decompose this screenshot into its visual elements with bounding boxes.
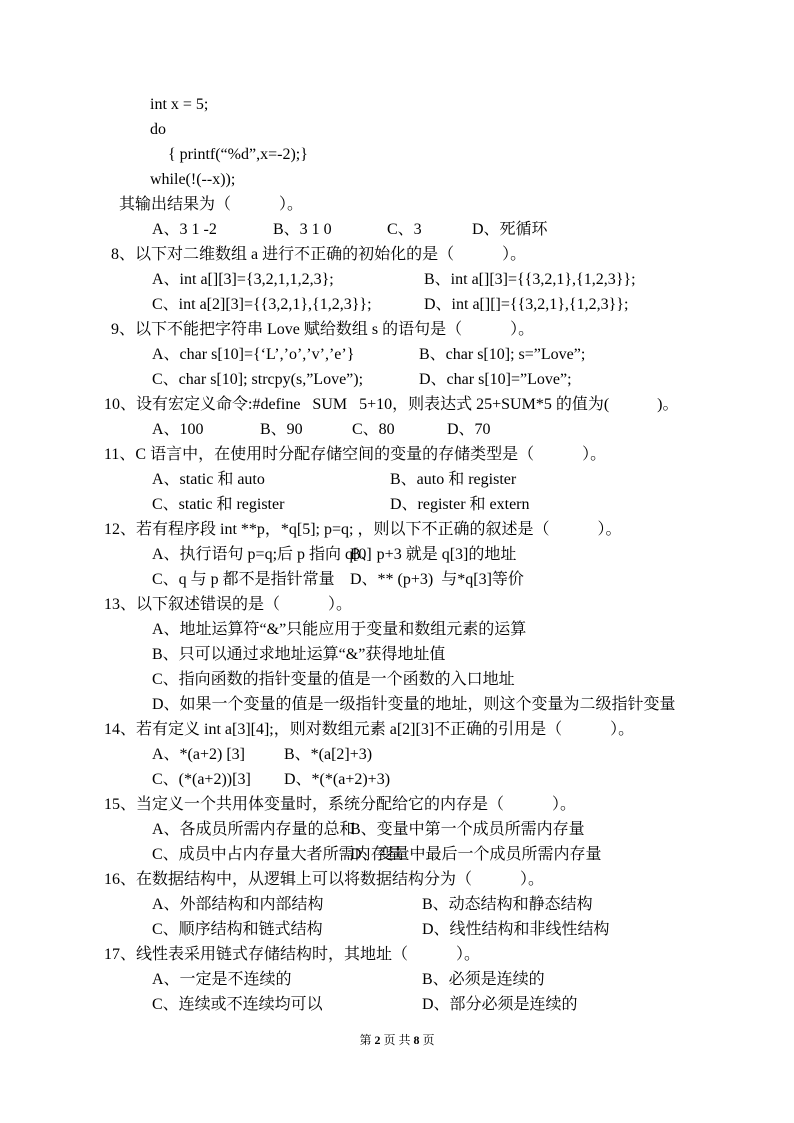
option-15b: B、变量中第一个成员所需内存量 [350,821,585,838]
options-row-12-1 [0,542,794,567]
code-line: { printf(“%d”,x=-2);} [168,146,308,163]
question-stem-9: 9、以下不能把字符串 Love 赋给数组 s 的语句是（ ）。 [111,321,535,338]
option-9a: A、char s[10]={‘L’,’o’,’v’,’e’} [152,346,355,363]
options-row-12-2 [0,567,794,592]
code-line: while(!(--x)); [150,171,236,188]
option-13b: B、只可以通过求地址运算“&”获得地址值 [152,646,446,663]
question-stem-17: 17、线性表采用链式存储结构时，其地址（ ）。 [104,946,481,963]
code-line: do [150,121,166,138]
option-14a: A、*(a+2) [3] [152,746,245,763]
option-10a: A、100 [152,421,204,438]
option-10c: C、80 [352,421,395,438]
option-11c: C、static 和 register [152,496,285,513]
option-15d: D、变量中最后一个成员所需内存量 [350,846,602,863]
option-8d: D、int a[][]={{3,2,1},{1,2,3}}; [424,296,629,313]
exam-content [0,92,794,1017]
options-row-16-1 [0,892,794,917]
options-row-16-2 [0,917,794,942]
options-row-15-1 [0,817,794,842]
question-stem-15: 15、当定义一个共用体变量时，系统分配给它的内存是（ ）。 [104,796,577,813]
options-row-11-2 [0,492,794,517]
option-14d: D、*(*(a+2)+3) [284,771,391,788]
footer-text: 第 [359,1033,375,1047]
options-row-15-2 [0,842,794,867]
option-12d: D、** (p+3) 与*q[3]等价 [350,571,524,588]
option-8b: B、int a[][3]={{3,2,1},{1,2,3}}; [424,271,636,288]
option-9b: B、char s[10]; s=”Love”; [419,346,586,363]
options-row-7 [0,217,794,242]
option-16a: A、外部结构和内部结构 [152,896,324,913]
option-13d: D、如果一个变量的值是一级指针变量的地址，则这个变量为二级指针变量 [152,696,676,713]
question-stem-16: 16、在数据结构中，从逻辑上可以将数据结构分为（ ）。 [104,871,545,888]
option-13c: C、指向函数的指针变量的值是一个函数的入口地址 [152,671,515,688]
option-15a: A、各成员所需内存量的总和 [152,821,356,838]
options-row-17-2 [0,992,794,1017]
options-row-9-2 [0,367,794,392]
option-12a: A、执行语句 p=q;后 p 指向 q[0] [152,546,372,563]
option-9c: C、char s[10]; strcpy(s,”Love”); [152,371,364,388]
question-stem-14: 14、若有定义 int a[3][4];，则对数组元素 a[2][3]不正确的引用是（ ）。 [104,721,635,738]
option-17a: A、一定是不连续的 [152,971,292,988]
code-line: int x = 5; [150,96,209,113]
option-11b: B、auto 和 register [390,471,517,488]
question-stem-8: 8、以下对二维数组 a 进行不正确的初始化的是（ ）。 [111,246,527,263]
options-row-11-1 [0,467,794,492]
options-row-14-2 [0,767,794,792]
footer-text: 页 共 [380,1033,414,1047]
footer-text: 页 [419,1033,435,1047]
option-7c: C、3 [387,221,422,238]
option-17c: C、连续或不连续均可以 [152,996,323,1013]
option-16b: B、动态结构和静态结构 [422,896,593,913]
options-row-10 [0,417,794,442]
question-stem-10: 10、设有宏定义命令:#define SUM 5+10，则表达式 25+SUM*5 的值为( )。 [104,396,679,413]
option-7d: D、死循环 [472,221,548,238]
option-16c: C、顺序结构和链式结构 [152,921,323,938]
option-8a: A、int a[][3]={3,2,1,1,2,3}; [152,271,334,288]
options-row-14-1 [0,742,794,767]
option-13a: A、地址运算符“&”只能应用于变量和数组元素的运算 [152,621,527,638]
option-15c: C、成员中占内存量大者所需内存量 [152,846,403,863]
option-7a: A、3 1 -2 [152,221,217,238]
option-7b: B、3 1 0 [273,221,332,238]
options-row-17-1 [0,967,794,992]
option-8c: C、int a[2][3]={{3,2,1},{1,2,3}}; [152,296,372,313]
question-stem-13: 13、以下叙述错误的是（ ）。 [104,596,353,613]
option-12c: C、q 与 p 都不是指针常量 [152,571,335,588]
option-9d: D、char s[10]=”Love”; [419,371,572,388]
option-17b: B、必须是连续的 [422,971,545,988]
option-14c: C、(*(a+2))[3] [152,771,251,788]
footer-total-pages: 8 [413,1033,420,1047]
option-11d: D、register 和 extern [390,496,530,513]
question-stem-11: 11、C 语言中，在使用时分配存储空间的变量的存储类型是（ ）。 [104,446,607,463]
option-10b: B、90 [260,421,303,438]
page-footer [0,1031,794,1048]
question-stem-7: 其输出结果为（ ）。 [119,196,304,213]
option-17d: D、部分必须是连续的 [422,996,578,1013]
options-row-9-1 [0,342,794,367]
option-12b: B、p+3 就是 q[3]的地址 [350,546,517,563]
option-11a: A、static 和 auto [152,471,265,488]
footer-current-page: 2 [374,1033,381,1047]
question-stem-12: 12、若有程序段 int **p，*q[5]; p=q; ，则以下不正确的叙述是（ ）。 [104,521,622,538]
options-row-8-2 [0,292,794,317]
option-16d: D、线性结构和非线性结构 [422,921,610,938]
options-row-8-1 [0,267,794,292]
option-14b: B、*(a[2]+3) [284,746,373,763]
option-10d: D、70 [447,421,491,438]
